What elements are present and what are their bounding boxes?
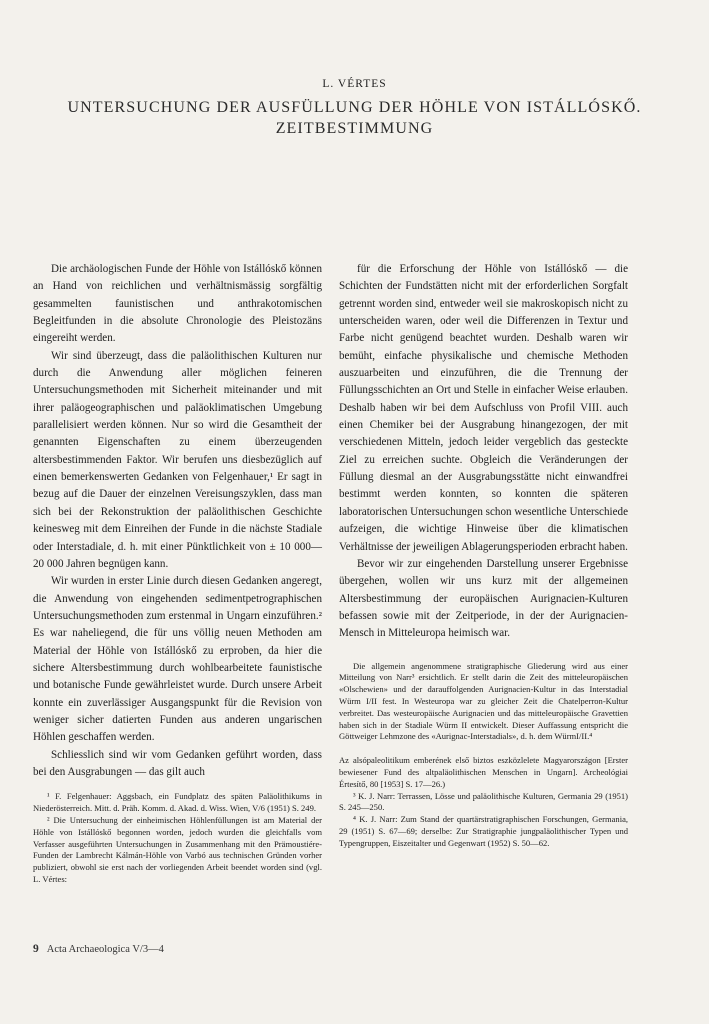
- article-title: UNTERSUCHUNG DER AUSFÜLLUNG DER HÖHLE VON ISTÁLLÓSKŐ. ZEITBESTIMMUNG: [67, 99, 642, 137]
- body-paragraph: Wir sind überzeugt, dass die paläolithischen Kulturen nur durch die Anwendung aller möglichen feineren Untersuchungsmethoden mit Sicherheit miteinander und mit ihrer paläogeographischen und paläoklimatischen Umgebung parallelisiert werden können. Nur so wird die Gesamtheit der genannten Eigenschaften zu einem überzeugenden altersbestimmenden Faktor. Wir berufen uns diesbezüglich auf einen bemerkenswerten Gedanken von Felgenhauer,¹ Er sagt in bezug auf die Dauer der einzelnen Vereisungszyklen, dass man sich bei der Rekonstruktion der paläolithischen Geschichte keinesweg mit dem Einreihen der Funde in die nächste Stadiale oder Interstadiale, d. h. mit einer Pünktlichkeit von ± 10 000—20 000 Jahren begnügen kann.: [33, 349, 322, 570]
- footnotes: [339, 755, 628, 849]
- body-paragraph: Wir wurden in erster Linie durch diesen Gedanken angeregt, die Anwendung von eingehenden sedimentpetrographischen Untersuchungsmethoden zum erstenmal in Ungarn einzuführen.² Es war naheliegend, die für uns völlig neuen Methoden am Material der Höhle von Istállóskő zu erproben, da hier die sichere Altersbestimmung durch wohlbearbeitete faunistische und botanische Funde gewährleistet wurde. Durch unsere Arbeit konnte ein zuverlässiger Ausgangspunkt für die Revision von weniger sicher datierten Funden aus anderen ungarischen Höhlen geschaffen werden.: [33, 575, 322, 744]
- body-paragraph: Die archäologischen Funde der Höhle von Istállóskő können an Hand von reichlichen und verhältnismässig sorgfältig gesammelten faunistischen und anthrakotomischen Begleitfunden in die absolute Chronologie des Pleistozäns eingereiht werden.: [33, 263, 322, 345]
- body-paragraph: Bevor wir zur eingehenden Darstellung unserer Ergebnisse übergehen, wollen wir uns kurz mit der allgemeinen Altersbestimmung der europäischen Aurignacien-Kulturen befassen sowie mit der Zeitperiode, in der der Aurignacien-Mensch in Mitteleuropa heimisch war.: [339, 557, 628, 640]
- note-paragraph: Die allgemein angenommene stratigraphische Gliederung wird aus einer Mitteilung von Narr³ ersichtlich. Er stellt darin die Zeit des mitteleuropäischen «Olschewien» und der darauffolgenden Aurignacien-Kultur in das Interstadial Würm I/II fest. In Westeuropa war zu gleicher Zeit die Chatelperron-Kultur verbreitet. Das westeuropäische Aurignacien und das mitteleuropäische Gravettien haben sich in der Stadiale Würm II entwickelt. Dieser Auffassung entspricht die Göttweiger Lehmzone des «Aurignac-Interstadials», d. h. dem WürmI/II.⁴: [339, 660, 628, 742]
- body-paragraph: für die Erforschung der Höhle von Istállóskő — die Schichten der Fundstätten nicht mit der erforderlichen Sorgfalt getrennt worden sind, entweder weil sie makroskopisch nicht zu unterscheiden waren, oder weil die Differenzen in Textur und Farbe nicht genügend beachtet wurden. Deshalb waren wir bemüht, einfache physikalische und chemische Methoden auszuarbeiten und einzuführen, die die Trennung der Füllungsschichten an Ort und Stelle in einfacher Weise erlauben. Deshalb haben wir bei dem Aufschluss von Profil VIII. auch einen Chemiker bei der Ausgrabung hinangezogen, der mit verschiedenen Mitteln, jedoch leider vergeblich das gesteckte Ziel zu erreichen suchte. Obgleich die Veränderungen der Füllung diesmal an der Ausgrabungsstätte nicht einwandfrei bestimmt werden konnten, so konnten die späteren laboratorischen Untersuchungen schon wesentliche Unterschiede aufzeigen, die wichtige Hinweise über die klimatischen Verhältnisse der jeweiligen Ablagerungsperioden erbracht haben.: [339, 263, 628, 553]
- left-column: [33, 261, 322, 886]
- author-name: L. VÉRTES: [322, 78, 387, 90]
- footnotes: [33, 791, 322, 885]
- footnote: ³ K. J. Narr: Terrassen, Lösse und paläolithische Kulturen, Germania 29 (1951) S. 245—250.: [339, 790, 628, 813]
- footnote: ⁴ K. J. Narr: Zum Stand der quartärstratigraphischen Forschungen, Germania, 29 (1951) S. 67—69; derselbe: Zur Stratigraphie jungpaläolithischer Typen und Typengruppen, Eiszeitalter und Gegenwart (1952) S. 50—62.: [339, 814, 628, 848]
- footnote: ¹ F. Felgenhauer: Aggsbach, ein Fundplatz des späten Paläolithikums in Niederösterreich. Mitt. d. Präh. Komm. d. Akad. d. Wiss. Wien, V/6 (1951) S. 249.: [33, 791, 322, 814]
- footnote-continuation: Az alsópaleolitikum emberének első biztos eszközlelete Magyarországon [Erster bewiesener Fund des altpaläolithischen Menschen in Ungarn]. Archeológiai Értesítő, 80 [1953] S. 17—26.): [339, 755, 628, 789]
- journal-name: Acta Archaeologica V/3—4: [46, 944, 164, 955]
- page-footer: [33, 943, 170, 955]
- footnote: ² Die Untersuchung der einheimischen Höhlenfüllungen ist am Material der Höhle von Istállóskő begonnen worden, jedoch wurden die gleichfalls vom Verfasser ausgeführten Untersuchungen in Zusammenhang mit den Prämoustiére-Funden der Lambrecht Kálmán-Höhle von Varbó aus technischen Gründen vorher publiziert, obwohl sie erst nach der vorliegenden Arbeit beendet worden sind (vgl. L. Vértes:: [33, 814, 322, 884]
- small-print-note: [339, 661, 628, 744]
- right-column: [339, 261, 628, 850]
- page-number: 9: [33, 943, 39, 955]
- body-paragraph: Schliesslich sind wir vom Gedanken geführt worden, dass bei den Ausgrabungen — das gilt auch: [33, 748, 322, 778]
